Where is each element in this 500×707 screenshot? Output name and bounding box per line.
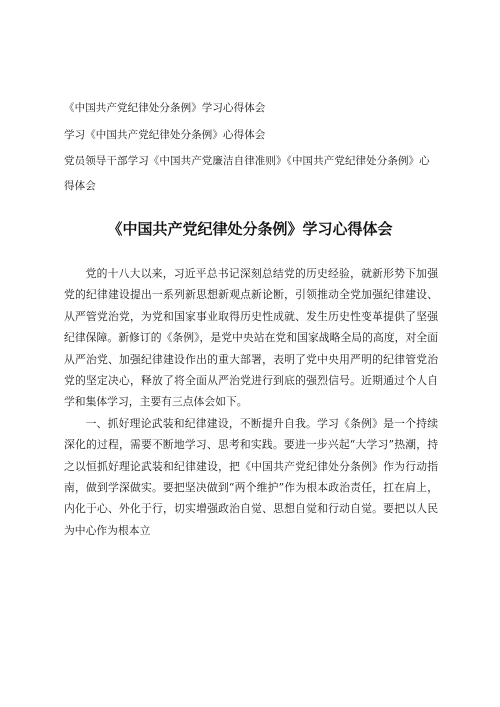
paragraph-2: 一、抓好理论武装和纪律建设，不断提升自我。学习《条例》是一个持续深化的过程，需要不断地学习、思考和实践。要进一步兴起“大学习”热潮，持之以恒抓好理论武装和纪律建设，把《中国共产党纪律处分条例》作为行动指南，做到学深做实。要把坚决做到“两个维护”作为根本政治责任，扛在肩上，内化于心、外化于行，切实增强政治自觉、思想自觉和行动自觉。要把以人民为中心作为根本立 [64,416,438,537]
toc-item-1[interactable]: 《中国共产党纪律处分条例》学习心得体会 [64,102,266,114]
toc-item-2[interactable]: 学习《中国共产党纪律处分条例》心得体会 [64,128,266,141]
toc-item-3[interactable]: 党员领导干部学习《中国共产党廉洁自律准则》《中国共产党纪律处分条例》心得体会 [64,155,430,192]
table-of-contents [64,96,444,202]
document-body [64,263,438,541]
document-title: 《中国共产党纪律处分条例》学习心得体会 [107,220,393,238]
paragraph-1: 党的十八大以来，习近平总书记深刻总结党的历史经验，就新形势下加强党的纪律建设提出一系列新思想新观点新论断，引领推动全党加强纪律建设、从严管党治党，为党和国家事业取得历史性成就、发生历史性变革提供了坚强纪律保障。新修订的《条例》，是党中央站在党和国家战略全局的高度，对全面从严治党、加强纪律建设作出的重大部署，表明了党中央用严明的纪律管党治党的坚定决心，释放了将全面从严治党进行到底的强烈信号。近期通过个人自学和集体学习，主要有三点体会如下。 [64,267,438,409]
